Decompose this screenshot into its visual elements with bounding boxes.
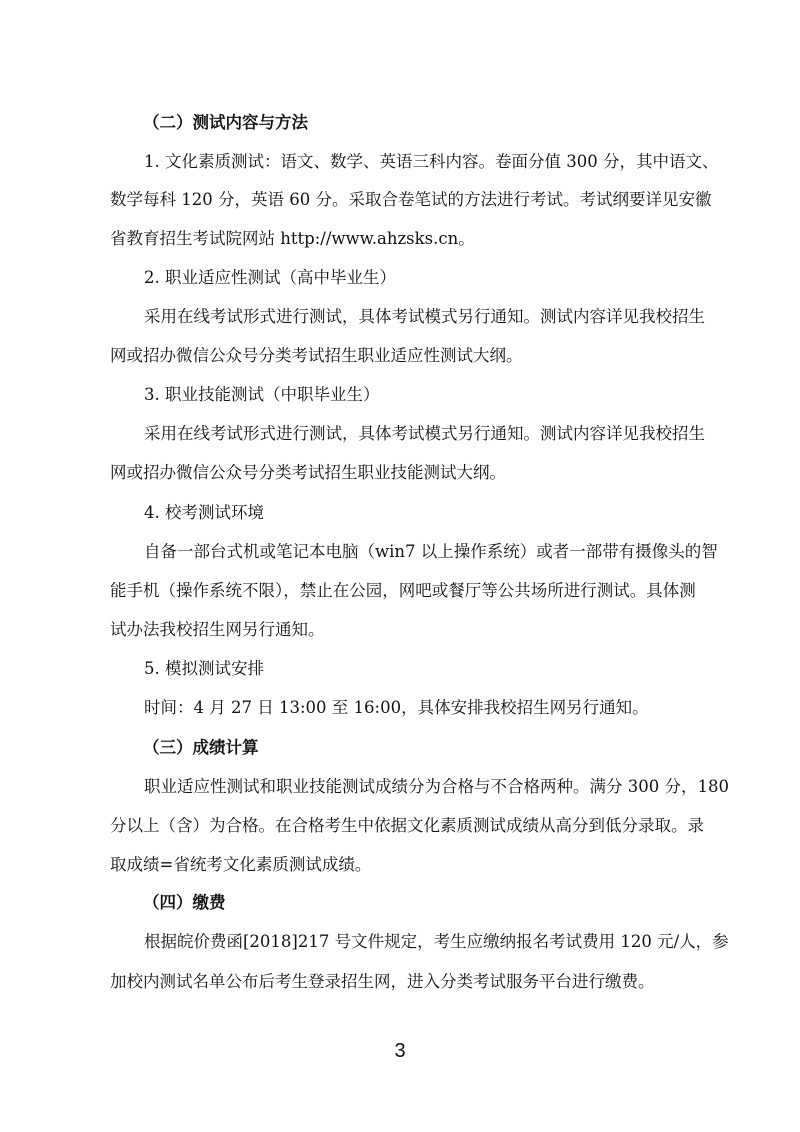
paragraph-line: 数学每科 120 分，英语 60 分。采取合卷笔试的方法进行考试。考试纲要详见安徽 — [110, 190, 712, 209]
paragraph-line: 自备一部台式机或笔记本电脑（win7 以上操作系统）或者一部带有摄像头的智 — [144, 542, 718, 561]
paragraph-line: 网或招办微信公众号分类考试招生职业技能测试大纲。 — [110, 463, 506, 482]
paragraph-line: 能手机（操作系统不限），禁止在公园，网吧或餐厅等公共场所进行测试。具体测 — [110, 581, 696, 600]
paragraph-line: 根据皖价费函[2018]217 号文件规定，考生应缴纳报名考试费用 120 元/人，参 — [144, 932, 729, 951]
paragraph-line: 职业适应性测试和职业技能测试成绩分为合格与不合格两种。满分 300 分，180 — [144, 777, 729, 796]
subsection-title: 4. 校考测试环境 — [144, 503, 264, 522]
paragraph-line: 省教育招生考试院网站 http://www.ahzsks.cn。 — [110, 229, 475, 248]
paragraph-line: 加校内测试名单公布后考生登录招生网，进入分类考试服务平台进行缴费。 — [110, 972, 655, 991]
paragraph-line: 取成绩=省统考文化素质测试成绩。 — [110, 855, 372, 874]
page-number: 3 — [394, 1040, 406, 1062]
section-heading-test-content: （二）测试内容与方法 — [143, 113, 308, 132]
paragraph-line: 采用在线考试形式进行测试，具体考试模式另行通知。测试内容详见我校招生 — [144, 307, 705, 326]
paragraph-line: 1. 文化素质测试：语文、数学、英语三科内容。卷面分值 300 分，其中语文、 — [144, 152, 719, 171]
section-heading-score: （三）成绩计算 — [143, 738, 259, 757]
paragraph-line: 采用在线考试形式进行测试，具体考试模式另行通知。测试内容详见我校招生 — [144, 424, 705, 443]
paragraph-line: 网或招办微信公众号分类考试招生职业适应性测试大纲。 — [110, 346, 523, 365]
subsection-title: 2. 职业适应性测试（高中毕业生） — [144, 268, 396, 287]
subsection-title: 5. 模拟测试安排 — [144, 659, 264, 678]
paragraph-line: 时间：4 月 27 日 13:00 至 16:00，具体安排我校招生网另行通知。 — [144, 698, 649, 717]
section-heading-fees: （四）缴费 — [143, 893, 226, 912]
paragraph-line: 试办法我校招生网另行通知。 — [110, 620, 325, 639]
subsection-title: 3. 职业技能测试（中职毕业生） — [144, 385, 380, 404]
paragraph-line: 分以上（含）为合格。在合格考生中依据文化素质测试成绩从高分到低分录取。录 — [110, 816, 704, 835]
